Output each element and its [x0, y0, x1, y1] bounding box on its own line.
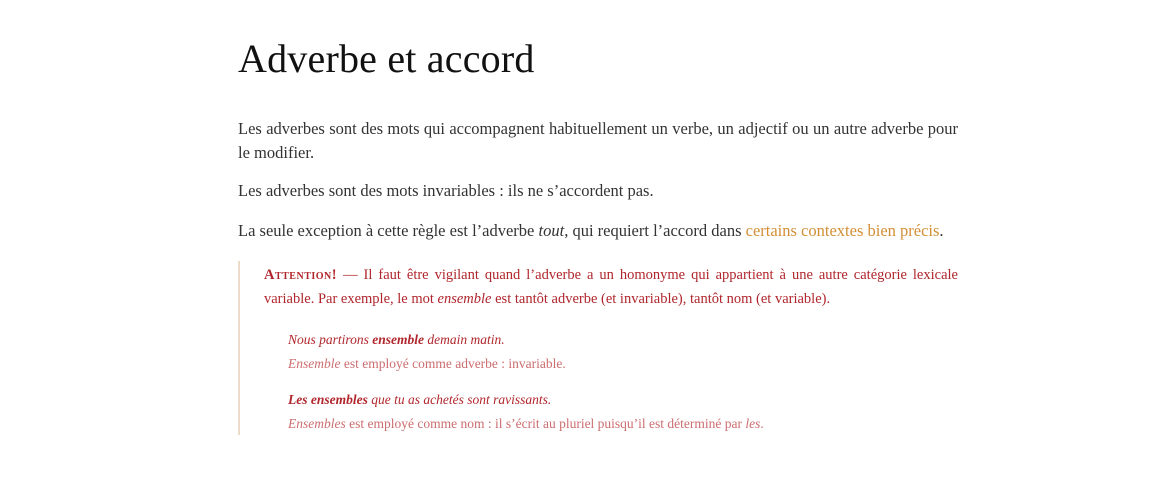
note-text [264, 263, 958, 311]
note-text-a: — Il faut être vigilant quand l’adverbe a un homonyme qui appartient à une autre catégorie lexicale variable. Par exemple, le mot [264, 267, 958, 307]
example-sentence-part: que tu as achetés sont ravissants. [367, 392, 552, 407]
example-explanation-part: est employé comme adverbe : invariable. [340, 356, 566, 371]
example-explanation-part: . [760, 416, 764, 431]
article [238, 0, 958, 435]
word-tout: tout [538, 221, 565, 240]
example-term: Ensembles [288, 416, 346, 431]
exception-text-middle: , qui requiert l’accord dans [564, 221, 746, 240]
example-explanation [288, 415, 958, 433]
example-term: Ensemble [288, 356, 341, 371]
attention-note [238, 261, 958, 435]
example-sentence [288, 391, 958, 409]
paragraph-exception [238, 219, 958, 243]
word-ensemble: ensemble [437, 291, 492, 307]
exception-text-end: . [939, 221, 944, 240]
examples-list [264, 331, 958, 435]
example-term: les [745, 416, 761, 431]
example-sentence [288, 331, 958, 349]
example-highlight: ensemble [372, 332, 425, 347]
contexts-link[interactable]: certains contextes bien précis [745, 221, 940, 240]
example-sentence-part: demain matin. [424, 332, 505, 347]
example-explanation-part: est employé comme nom : il s’écrit au pluriel puisqu’il est déterminé par [345, 416, 746, 431]
page-title: Adverbe et accord [238, 36, 535, 81]
note-text-b: est tantôt adverbe (et invariable), tantôt nom (et variable). [491, 291, 831, 307]
paragraph-invariable: Les adverbes sont des mots invariables : ils ne s’accordent pas. [238, 181, 654, 200]
paragraph-definition: Les adverbes sont des mots qui accompagnent habituellement un verbe, un adjectif ou un autre adverbe pour le modifier. [238, 119, 958, 162]
note-label: Attention! [264, 267, 338, 283]
example-highlight: Les ensembles [288, 392, 368, 407]
example-sentence-part: Nous partirons [288, 332, 373, 347]
exception-text-start: La seule exception à cette règle est l’adverbe [238, 221, 539, 240]
example-explanation [288, 355, 958, 373]
